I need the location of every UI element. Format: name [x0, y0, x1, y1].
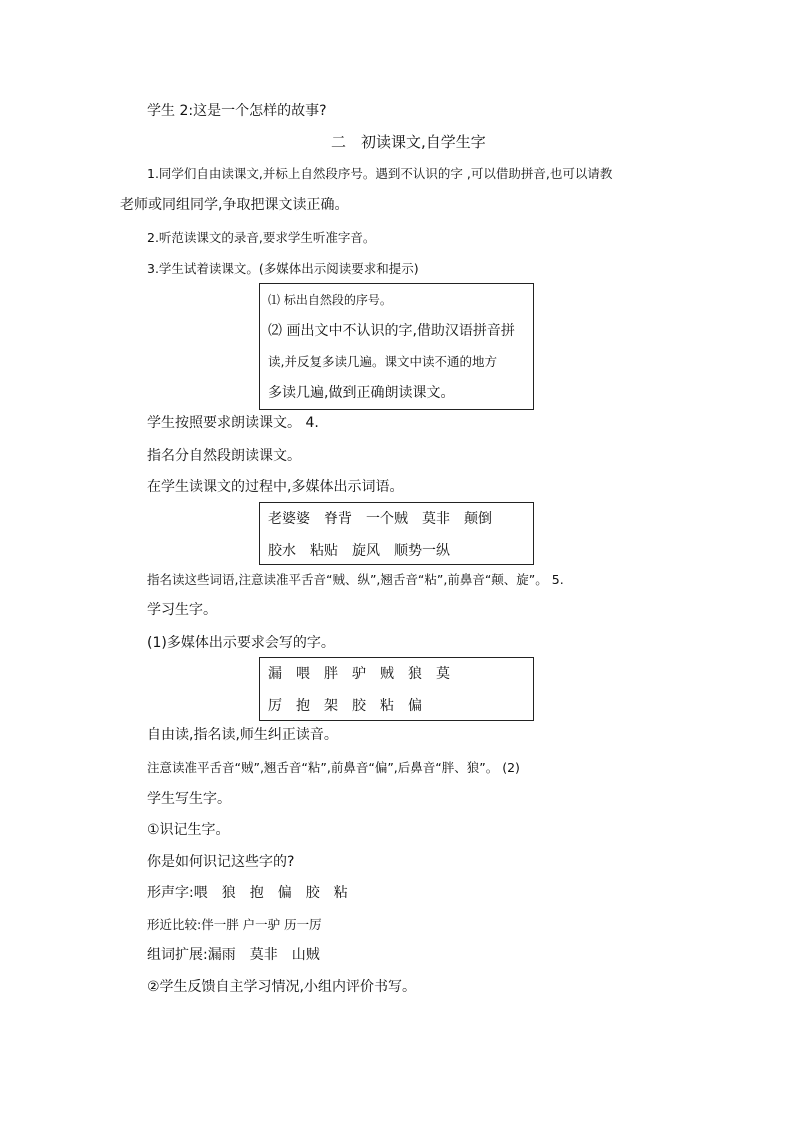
step-4-paragraph-reading: 指名分自然段朗读课文。 [147, 448, 301, 464]
step-3: 3.学生试着读课文。(多媒体出示阅读要求和提示) [147, 261, 419, 276]
characters-row-1: 漏 喂 胖 驴 贼 狼 莫 [268, 666, 450, 682]
students-write: 学生写生字。 [147, 791, 231, 807]
phonetic-characters: 形声字:喂 狼 抱 偏 胶 粘 [147, 885, 348, 901]
characters-box [259, 657, 534, 721]
step-2: 2.听范读课文的录音,要求学生听准字音。 [147, 230, 376, 245]
vocabulary-box [259, 502, 534, 565]
reading-requirements-box [259, 283, 534, 410]
step-5-title: 学习生字。 [147, 602, 217, 618]
pronunciation-note-2: 注意读准平舌音“贼”,翘舌音“粘”,前鼻音“偏”,后鼻音“胖、狼”。 (2) [147, 760, 520, 775]
free-reading: 自由读,指名读,师生纠正读音。 [147, 727, 338, 743]
requirement-2-line-2: 读,并反复多读几遍。课文中读不通的地方 [268, 354, 497, 369]
step-1-line-1: 1.同学们自由读课文,并标上自然段序号。遇到不认识的字 ,可以借助拼音,也可以请教 [147, 166, 613, 181]
requirement-2-line-3: 多读几遍,做到正确朗读课文。 [268, 385, 455, 401]
student-question: 学生 2:这是一个怎样的故事? [147, 103, 327, 119]
similar-shape-comparison: 形近比较:伴一胖 户一驴 历一厉 [147, 917, 322, 932]
step-4-intro: 学生按照要求朗读课文。 4. [147, 415, 319, 431]
feedback: ②学生反馈自主学习情况,小组内评价书写。 [147, 979, 416, 995]
memorize-heading: ①识记生字。 [147, 822, 230, 838]
step-5-part-1: (1)多媒体出示要求会写的字。 [147, 635, 335, 651]
section-title: 二 初读课文,自学生字 [331, 133, 486, 151]
vocabulary-row-2: 胶水 粘贴 旋风 顺势一纵 [268, 543, 450, 559]
step-1-line-2: 老师或同组同学,争取把课文读正确。 [120, 197, 349, 213]
characters-row-2: 厉 抱 架 胶 粘 偏 [268, 698, 422, 714]
memorize-question: 你是如何识记这些字的? [147, 854, 295, 870]
vocabulary-row-1: 老婆婆 脊背 一个贼 莫非 颠倒 [268, 511, 492, 527]
pronunciation-note-1: 指名读这些词语,注意读准平舌音“贼、纵”,翘舌音“粘”,前鼻音“颠、旋”。 5. [147, 572, 564, 587]
requirement-2-line-1: ⑵ 画出文中不认识的字,借助汉语拼音拼 [268, 323, 515, 339]
step-4-words-intro: 在学生读课文的过程中,多媒体出示词语。 [147, 479, 404, 495]
requirement-1: ⑴ 标出自然段的序号。 [268, 293, 392, 307]
word-expansion: 组词扩展:漏雨 莫非 山贼 [147, 947, 320, 963]
